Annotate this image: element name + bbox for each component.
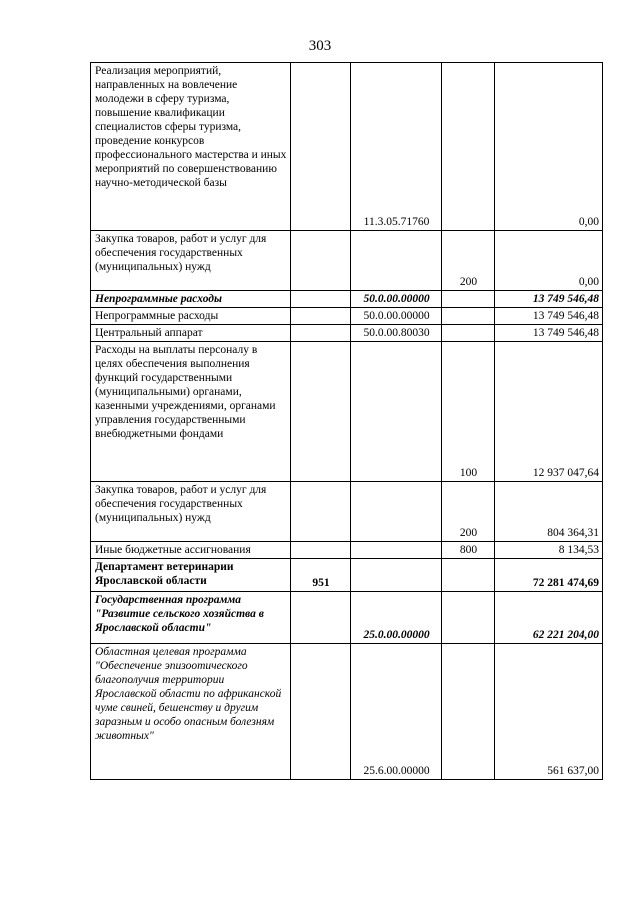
row-type: 200 bbox=[442, 482, 495, 542]
row-dept bbox=[291, 482, 351, 542]
table-row bbox=[91, 592, 603, 644]
row-name: Реализация мероприятий, направленных на вовлечение молодежи в сферу туризма, повышение квалификации специалистов сферы туризма, проведение конкурсов профессионального мастерства и иных мероприятий по совершенствованию научно-методической базы bbox=[91, 63, 291, 231]
row-name: Закупка товаров, работ и услуг для обеспечения государственных (муниципальных) нужд bbox=[91, 482, 291, 542]
table-row bbox=[91, 291, 603, 308]
row-code bbox=[351, 559, 442, 592]
row-type bbox=[442, 644, 495, 780]
row-code: 50.0.00.80030 bbox=[351, 325, 442, 342]
row-name: Непрограммные расходы bbox=[91, 308, 291, 325]
row-dept bbox=[291, 342, 351, 482]
page-number: 303 bbox=[308, 38, 332, 54]
row-type bbox=[442, 592, 495, 644]
row-name: Центральный аппарат bbox=[91, 325, 291, 342]
row-name: Расходы на выплаты персоналу в целях обеспечения выполнения функций государственными (муниципальными) органами, казенными учреждениями, органами управления государственными внебюджетными фондами bbox=[91, 342, 291, 482]
row-dept bbox=[291, 644, 351, 780]
row-amount: 13 749 546,48 bbox=[495, 291, 603, 308]
row-dept bbox=[291, 592, 351, 644]
row-amount: 0,00 bbox=[495, 231, 603, 291]
row-name: Департамент ветеринарии Ярославской области bbox=[91, 559, 291, 592]
row-code: 50.0.00.00000 bbox=[351, 291, 442, 308]
row-code: 11.3.05.71760 bbox=[351, 63, 442, 231]
row-dept bbox=[291, 308, 351, 325]
row-amount: 804 364,31 bbox=[495, 482, 603, 542]
table-row bbox=[91, 482, 603, 542]
row-type bbox=[442, 559, 495, 592]
row-name: Государственная программа "Развитие сельского хозяйства в Ярославской области" bbox=[91, 592, 291, 644]
table-row bbox=[91, 559, 603, 592]
row-amount: 72 281 474,69 bbox=[495, 559, 603, 592]
row-code: 50.0.00.00000 bbox=[351, 308, 442, 325]
row-name: Иные бюджетные ассигнования bbox=[91, 542, 291, 559]
row-type bbox=[442, 291, 495, 308]
row-dept bbox=[291, 542, 351, 559]
row-dept bbox=[291, 325, 351, 342]
row-code bbox=[351, 542, 442, 559]
row-name: Закупка товаров, работ и услуг для обеспечения государственных (муниципальных) нужд bbox=[91, 231, 291, 291]
row-type bbox=[442, 308, 495, 325]
table-row bbox=[91, 325, 603, 342]
row-type bbox=[442, 325, 495, 342]
row-dept bbox=[291, 63, 351, 231]
row-name: Областная целевая программа "Обеспечение эпизоотического благополучия территории Ярославской области по африканской чуме свиней, бешенству и другим заразным и особо опасным болезням животных" bbox=[91, 644, 291, 780]
table-row bbox=[91, 644, 603, 780]
row-amount: 12 937 047,64 bbox=[495, 342, 603, 482]
table-row bbox=[91, 542, 603, 559]
row-type bbox=[442, 63, 495, 231]
row-code bbox=[351, 342, 442, 482]
row-code: 25.0.00.00000 bbox=[351, 592, 442, 644]
table-row bbox=[91, 231, 603, 291]
row-type: 100 bbox=[442, 342, 495, 482]
row-code: 25.6.00.00000 bbox=[351, 644, 442, 780]
row-dept: 951 bbox=[291, 559, 351, 592]
row-amount: 8 134,53 bbox=[495, 542, 603, 559]
row-amount: 13 749 546,48 bbox=[495, 308, 603, 325]
row-amount: 561 637,00 bbox=[495, 644, 603, 780]
row-amount: 13 749 546,48 bbox=[495, 325, 603, 342]
budget-table bbox=[90, 62, 603, 780]
row-type: 200 bbox=[442, 231, 495, 291]
row-type: 800 bbox=[442, 542, 495, 559]
row-amount: 62 221 204,00 bbox=[495, 592, 603, 644]
row-dept bbox=[291, 291, 351, 308]
row-dept bbox=[291, 231, 351, 291]
row-code bbox=[351, 231, 442, 291]
row-name: Непрограммные расходы bbox=[91, 291, 291, 308]
table-row bbox=[91, 63, 603, 231]
table-row bbox=[91, 308, 603, 325]
row-amount: 0,00 bbox=[495, 63, 603, 231]
table-row bbox=[91, 342, 603, 482]
row-code bbox=[351, 482, 442, 542]
